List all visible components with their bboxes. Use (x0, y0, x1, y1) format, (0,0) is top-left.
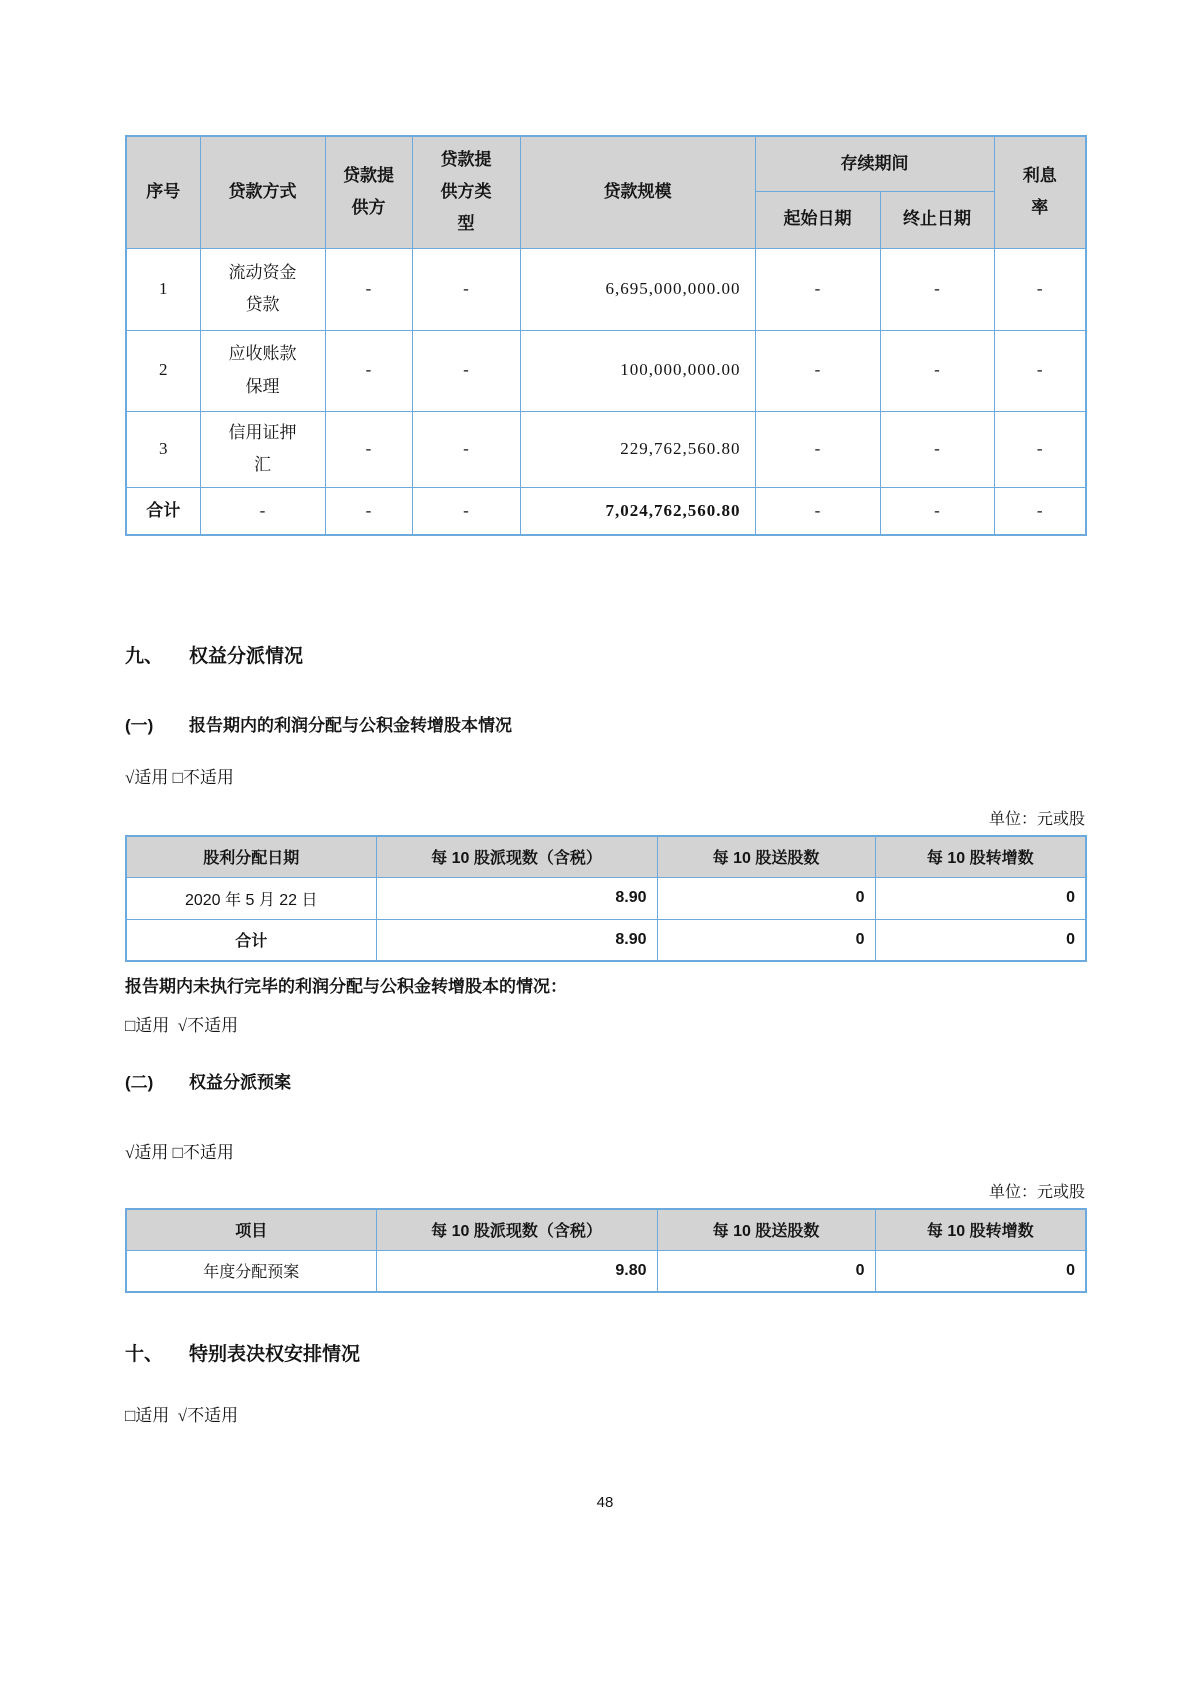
loan-cell-interest-rate: - (994, 330, 1086, 411)
loan-cell-start-date: - (755, 411, 880, 487)
loan-cell-scale: 6,695,000,000.00 (520, 248, 755, 330)
loan-cell-method: 应收账款保理 (200, 330, 325, 411)
dividend-total-label: 合计 (126, 919, 376, 961)
subsection-number: (一) (125, 716, 154, 735)
loan-cell-method: 信用证押汇 (200, 411, 325, 487)
loan-cell-provider: - (325, 248, 412, 330)
loan-header-method: 贷款方式 (200, 136, 325, 248)
loan-header-duration: 存续期间 (755, 136, 994, 191)
dividend-transfer-cell: 0 (875, 877, 1086, 919)
loan-header-provider: 贷款提供方 (325, 136, 412, 248)
loan-total-provider-type: - (412, 487, 520, 535)
dividend-bonus-cell: 0 (657, 877, 875, 919)
plan-transfer-cell: 0 (875, 1250, 1086, 1292)
section-number: 十、 (125, 1344, 164, 1365)
section-9-heading (125, 644, 1085, 670)
subsection-title: 报告期内的利润分配与公积金转增股本情况 (189, 716, 512, 735)
loan-table-header-row-1 (126, 136, 1086, 191)
loan-cell-provider: - (325, 330, 412, 411)
dividend-total-row (126, 919, 1086, 961)
dividend-transfer-cell: 0 (875, 919, 1086, 961)
dividend-header-date: 股利分配日期 (126, 836, 376, 877)
plan-header-transfer-per-10: 每 10 股转增数 (875, 1209, 1086, 1250)
applicable-line: √适用 □不适用 (125, 1143, 234, 1162)
plan-header-item: 项目 (126, 1209, 376, 1250)
plan-header-cash-per-10: 每 10 股派现数（含税） (376, 1209, 657, 1250)
loan-total-scale: 7,024,762,560.80 (520, 487, 755, 535)
applicable-line: □适用 √不适用 (125, 1016, 239, 1035)
section-title: 权益分派情况 (189, 646, 304, 667)
loan-cell-provider-type: - (412, 330, 520, 411)
loan-cell-end-date: - (880, 330, 994, 411)
plan-table (125, 1208, 1087, 1293)
loan-total-interest-rate: - (994, 487, 1086, 535)
dividend-table (125, 835, 1087, 962)
loan-cell-start-date: - (755, 248, 880, 330)
plan-item-cell: 年度分配预案 (126, 1250, 376, 1292)
applicable-line: □适用 √不适用 (125, 1406, 239, 1425)
loan-header-seq: 序号 (126, 136, 200, 248)
dividend-header-cash-per-10: 每 10 股派现数（含税） (376, 836, 657, 877)
loan-row (126, 411, 1086, 487)
loan-cell-interest-rate: - (994, 248, 1086, 330)
section-number: 九、 (125, 646, 164, 667)
loan-total-row (126, 487, 1086, 535)
loan-row (126, 330, 1086, 411)
loan-cell-seq: 3 (126, 411, 200, 487)
loan-header-start-date: 起始日期 (755, 191, 880, 248)
loan-header-interest-rate: 利息率 (994, 136, 1086, 248)
plan-header-row (126, 1209, 1086, 1250)
section-9-2-heading (125, 1071, 1085, 1095)
section-9-1-heading (125, 714, 1085, 738)
dividend-row (126, 877, 1086, 919)
loan-cell-interest-rate: - (994, 411, 1086, 487)
loan-cell-seq: 2 (126, 330, 200, 411)
document-page (125, 135, 1085, 1513)
applicable-line: √适用 □不适用 (125, 768, 234, 787)
loan-header-provider-type: 贷款提供方类型 (412, 136, 520, 248)
loan-cell-scale: 229,762,560.80 (520, 411, 755, 487)
page-number: 48 (596, 1494, 614, 1511)
section-10-heading (125, 1342, 1085, 1368)
dividend-bonus-cell: 0 (657, 919, 875, 961)
dividend-header-bonus-per-10: 每 10 股送股数 (657, 836, 875, 877)
loan-total-provider: - (325, 487, 412, 535)
section-title: 特别表决权安排情况 (189, 1344, 361, 1365)
loan-cell-provider-type: - (412, 411, 520, 487)
loan-cell-end-date: - (880, 411, 994, 487)
dividend-header-transfer-per-10: 每 10 股转增数 (875, 836, 1086, 877)
dividend-cash-cell: 8.90 (376, 919, 657, 961)
loan-cell-end-date: - (880, 248, 994, 330)
loan-cell-start-date: - (755, 330, 880, 411)
unexecuted-note: 报告期内未执行完毕的利润分配与公积金转增股本的情况： (125, 977, 567, 996)
loan-cell-method: 流动资金贷款 (200, 248, 325, 330)
loan-total-end-date: - (880, 487, 994, 535)
subsection-title: 权益分派预案 (189, 1073, 291, 1092)
loan-total-start-date: - (755, 487, 880, 535)
loan-header-scale: 贷款规模 (520, 136, 755, 248)
plan-row (126, 1250, 1086, 1292)
dividend-header-row (126, 836, 1086, 877)
loan-total-label: 合计 (126, 487, 200, 535)
plan-bonus-cell: 0 (657, 1250, 875, 1292)
loan-cell-provider: - (325, 411, 412, 487)
unit-label: 单位：元或股 (988, 1184, 1085, 1201)
loan-cell-seq: 1 (126, 248, 200, 330)
loan-total-method: - (200, 487, 325, 535)
loan-cell-scale: 100,000,000.00 (520, 330, 755, 411)
loan-cell-provider-type: - (412, 248, 520, 330)
loan-header-end-date: 终止日期 (880, 191, 994, 248)
dividend-cash-cell: 8.90 (376, 877, 657, 919)
subsection-number: (二) (125, 1073, 154, 1092)
plan-cash-cell: 9.80 (376, 1250, 657, 1292)
dividend-date-cell: 2020 年 5 月 22 日 (126, 877, 376, 919)
loan-row (126, 248, 1086, 330)
loan-table (125, 135, 1087, 536)
unit-label: 单位：元或股 (988, 811, 1085, 828)
plan-header-bonus-per-10: 每 10 股送股数 (657, 1209, 875, 1250)
